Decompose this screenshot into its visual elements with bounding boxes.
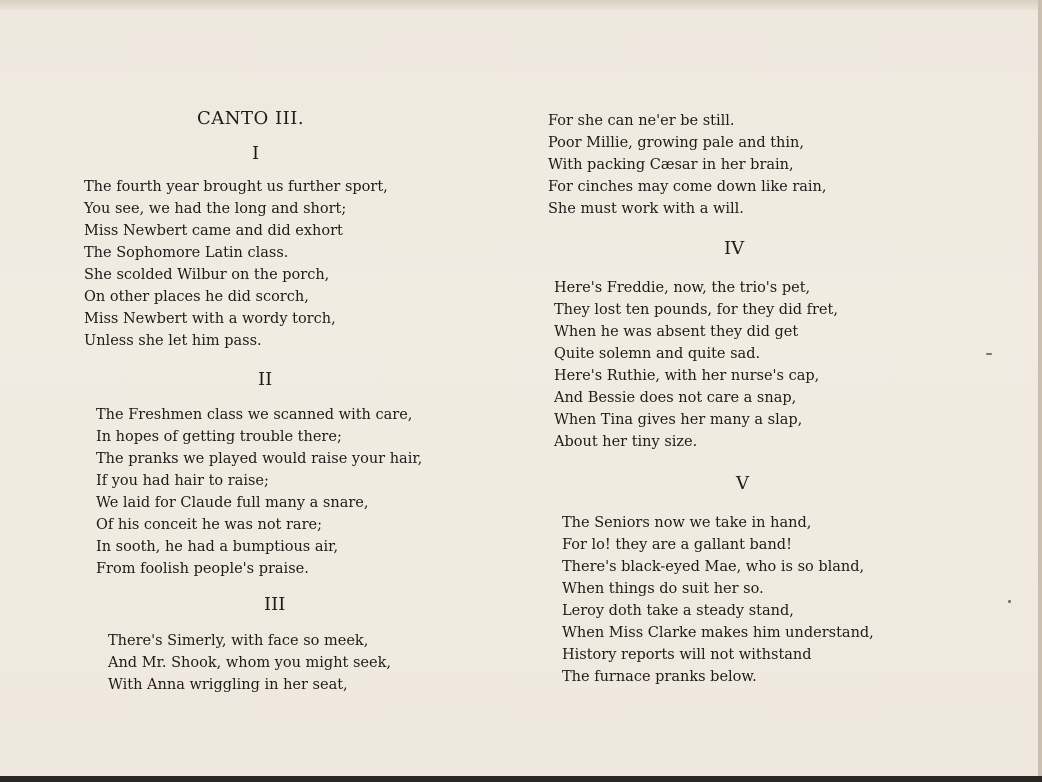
verse-line: Unless she let him pass.	[84, 333, 262, 349]
verse-line: With packing Cæsar in her brain,	[548, 157, 794, 173]
verse-line: History reports will not withstand	[562, 647, 812, 663]
page-bottom-edge	[0, 776, 1042, 782]
verse-line: Of his conceit he was not rare;	[96, 517, 322, 533]
verse-line: With Anna wriggling in her seat,	[108, 677, 348, 693]
stanza-number: III	[264, 594, 286, 615]
verse-line: Here's Freddie, now, the trio's pet,	[554, 280, 811, 296]
verse-line: From foolish people's praise.	[96, 561, 309, 577]
canto-title: CANTO III.	[197, 108, 305, 129]
verse-line: We laid for Claude full many a snare,	[96, 495, 369, 511]
stanza-1	[84, 176, 388, 352]
stanza-3	[108, 630, 391, 696]
verse-line: And Mr. Shook, whom you might seek,	[108, 655, 391, 671]
stanza-2	[96, 404, 422, 580]
verse-line: The fourth year brought us further sport,	[84, 179, 388, 195]
verse-line: Here's Ruthie, with her nurse's cap,	[554, 368, 820, 384]
verse-line: The Seniors now we take in hand,	[562, 515, 812, 531]
verse-line: In sooth, he had a bumptious air,	[96, 539, 339, 555]
verse-line: Poor Millie, growing pale and thin,	[548, 135, 804, 151]
verse-line: In hopes of getting trouble there;	[96, 429, 342, 445]
verse-line: The Sophomore Latin class.	[84, 245, 289, 261]
verse-line: When Tina gives her many a slap,	[554, 412, 803, 428]
verse-line: When Miss Clarke makes him understand,	[562, 625, 874, 641]
verse-line: And Bessie does not care a snap,	[554, 390, 797, 406]
verse-line: The Freshmen class we scanned with care,	[96, 407, 413, 423]
verse-line: The furnace pranks below.	[562, 669, 757, 685]
stanza-3-continuation	[548, 110, 827, 220]
verse-line: They lost ten pounds, for they did fret,	[554, 302, 838, 318]
stanza-5	[562, 512, 874, 688]
verse-line: About her tiny size.	[554, 434, 698, 450]
stanza-number: IV	[724, 238, 745, 259]
verse-line: Quite solemn and quite sad.	[554, 346, 761, 362]
verse-line: She must work with a will.	[548, 201, 744, 217]
verse-line: If you had hair to raise;	[96, 473, 269, 489]
stanza-number: II	[258, 369, 273, 390]
page-right-edge	[1038, 0, 1042, 782]
verse-line: For lo! they are a gallant band!	[562, 537, 792, 553]
verse-line: Leroy doth take a steady stand,	[562, 603, 794, 619]
verse-line: Miss Newbert with a wordy torch,	[84, 311, 336, 327]
verse-line: The pranks we played would raise your hair,	[96, 451, 423, 467]
stanza-number: V	[736, 473, 749, 494]
page-top-edge	[0, 0, 1042, 10]
stanza-4	[554, 277, 838, 453]
verse-line: There's black-eyed Mae, who is so bland,	[562, 559, 865, 575]
verse-line: When things do suit her so.	[562, 581, 764, 597]
verse-line: She scolded Wilbur on the porch,	[84, 267, 330, 283]
verse-line: For she can ne'er be still.	[548, 113, 735, 129]
paper-speck	[1008, 600, 1011, 603]
paper-speck	[986, 353, 992, 355]
verse-line: There's Simerly, with face so meek,	[108, 633, 369, 649]
verse-line: On other places he did scorch,	[84, 289, 309, 305]
verse-line: When he was absent they did get	[554, 324, 799, 340]
verse-line: You see, we had the long and short;	[84, 201, 347, 217]
verse-line: Miss Newbert came and did exhort	[84, 223, 343, 239]
verse-line: For cinches may come down like rain,	[548, 179, 827, 195]
stanza-number: I	[252, 143, 260, 164]
